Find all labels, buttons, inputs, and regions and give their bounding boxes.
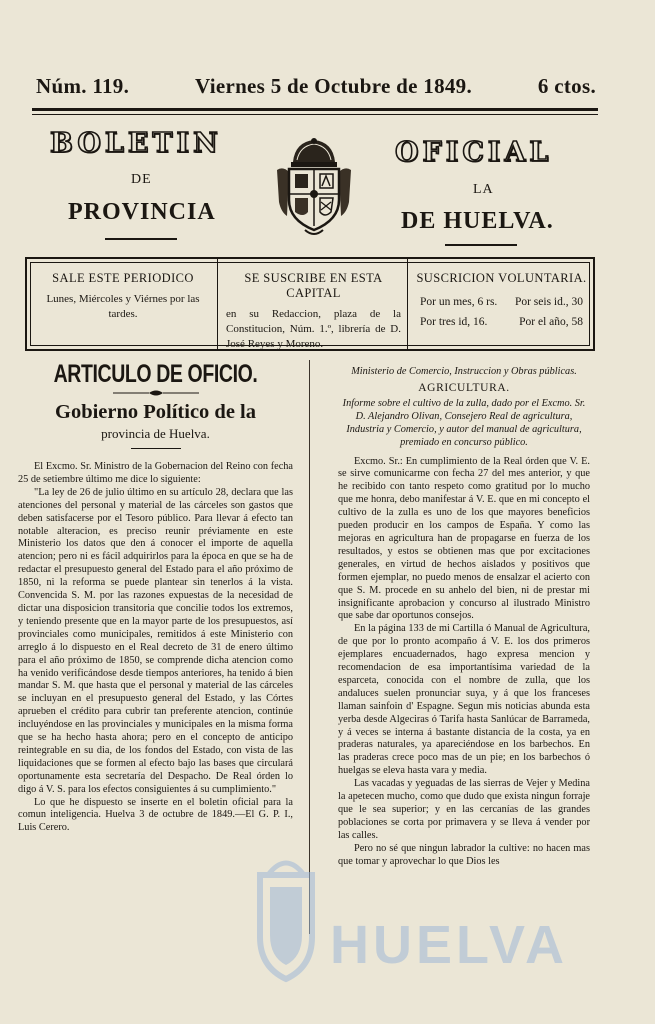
issue-price: 6 ctos. <box>537 74 596 98</box>
coat-of-arms-icon <box>273 136 355 240</box>
article-paragraph: "La ley de 26 de julio último en su artículo 28, declara que las atenciones del personal y material de las cárceles son gastos que deben satisfacerse por el Tesoro público. Para llevar á efecto tan notable alteracion, es preciso reunir préviamente en este Ministerio los datos que den á conocer el importe de aquella atencion; pero ni es fácil adquirirlos para la época en que se ha de redactar el presupuesto general del Estado para el año próximo de 1850, ni la reforma se puede plantear sin tenerlos á la vista. Convencida S. M. por las razones expuestas de la necesidad de dictar una disposicion transitoria que concilie todos los extremos, y teniendo presente que en la mayor parte de los presupuestos, así provinciales como municipales, remitidos á este Ministerio con arreglo á lo dispuesto en el Real decreto de 31 de enero último para el año próximo de 1850, se comprende dicha atencion como ha venido verificándose desde tiempos anteriores, ha tenido á bien mandar S. M. que hasta que el personal y material de las cárceles se incluyan en el presupuesto general del Estado, y las Córtes aprueben el crédito para cubrir tan preferente atencion, continúe incluyéndose en las provinciales y municipales en la misma forma que se ha hecho hasta ahora; pero en el concepto de anticipo reintegrable en su dia, de los fondos del Estado, con vista de las liquidaciones que se formen al efecto bajo las bases que circulará oportunamente esta secretaría del Despacho. De Real órden lo digo á V. S. para los efectos consiguientes á su cumplimiento." <box>18 486 293 795</box>
masthead-big-right: DE HUELVA. <box>401 208 554 234</box>
report-paragraph: En la página 133 de mi Cartilla ó Manual de Agricultura, de que por lo pronto acompaño á V. E. los dos primeros ejemplares encuadernados, hago expresa mencion y recomendacion de esa importantísima variedad de la esparceta, conocida con el nombre de zulla, que los andaluces suelen pronunciar suya, y á que los franceses llaman sainfoin d' Espagne. Segun mis noticias abunda esta yerba desde Algeciras ó Tarifa hasta Sanlúcar de Barrameda, y á veces se interna á bastante distancia de la costa, ya en praderas naturales, ya apareciéndose en los barbechos. En las praderas crece poco mas de un pie; en los barbechos ó huelgas se eleva hasta vara y media. <box>338 623 590 777</box>
subscribe-location-column <box>217 259 407 349</box>
article-title: ARTICULO DE OFICIO. <box>53 360 258 388</box>
left-column <box>18 360 293 835</box>
masthead-big-left: PROVINCIA <box>68 199 216 225</box>
price-row <box>416 292 587 312</box>
header-rule-thin <box>32 114 598 115</box>
right-column <box>338 366 590 869</box>
masthead-underline-right <box>445 244 517 246</box>
masthead-small-left: DE <box>131 172 152 187</box>
flourish-divider-icon <box>111 389 201 397</box>
publication-days-column <box>27 259 217 349</box>
masthead-underline-left <box>105 238 177 240</box>
archive-watermark <box>250 845 580 995</box>
government-heading: Gobierno Político de la <box>55 401 256 423</box>
section-heading: AGRICULTURA. <box>418 381 510 394</box>
publication-days-text: Lunes, Miércoles y Viérnes por las tardes. <box>46 293 200 320</box>
report-paragraph: Excmo. Sr.: En cumplimiento de la Real órden que V. E. se sirve comunicarme con fecha 27 del mes anterior, y que he recibido con tanto respeto como gratitud por lo mucho que me honra, debo manifestar á V. E. que en mi concepto el cultivo de la zulla es uno de los que mayores beneficios pueden producir en los campos de España. Y como las mejoras en agricultura han de propagarse en fuerza de los resultados, y estos se obtienen mas que por excitaciones generales, en virtud de hechos aislados y positivos que formen ejemplar, no puedo menos de ensalzar el acierto con que S. M. procede en su anhelo del bien, ni de prestar mi insignificante aprobacion y concurso al ilustrado Ministro que sabe dar oportunos consejos. <box>338 455 590 622</box>
header-rule-thick <box>32 108 598 111</box>
masthead-small-right: LA <box>473 182 494 197</box>
article-paragraph: El Excmo. Sr. Ministro de la Gobernacion del Reino con fecha 25 de setiembre último me dice lo siguiente: <box>18 461 293 485</box>
heading-rule <box>131 448 181 449</box>
subscription-info-box <box>25 257 595 351</box>
ministry-heading: Ministerio de Comercio, Instruccion y Obras públicas. <box>351 366 577 377</box>
price-cell: Por seis id., 30 <box>514 296 583 308</box>
price-row <box>416 312 587 332</box>
subscription-prices-title: SUSCRICION VOLUNTARIA. <box>416 271 587 285</box>
subscribe-location-title: SE SUSCRIBE EN ESTA CAPITAL <box>244 271 383 300</box>
subscribe-location-text: en su Redaccion, plaza de la Constitucion, Núm. 1.º, librería de D. José Reyes y Moreno. <box>226 308 401 350</box>
subscription-prices-column <box>407 259 593 349</box>
publication-days-title: SALE ESTE PERIODICO <box>52 271 194 285</box>
article-paragraph: Lo que he dispuesto se inserte en el boletin oficial para la comun inteligencia. Huelva 3 de octubre de 1849.—El G. P. I., Luis Cerero. <box>18 796 293 834</box>
government-subheading: provincia de Huelva. <box>101 426 210 441</box>
price-cell: Por el año, 58 <box>519 316 583 328</box>
issue-header <box>36 74 596 99</box>
price-cell: Por tres id, 16. <box>420 316 488 328</box>
report-paragraph: Pero no sé que ningun labrador la cultive: no hacen mas que tomar y aprovechar lo que Dios les <box>338 842 590 867</box>
price-cell: Por un mes, 6 rs. <box>420 296 498 308</box>
watermark-text: HUELVA <box>330 915 568 975</box>
issue-date: Viernes 5 de Octubre de 1849. <box>195 74 473 98</box>
report-paragraph: Las vacadas y yeguadas de las sierras de Vejer y Medina la apetecen mucho, como que dudo que exista ningun forraje que le sea superior; y en las cercanías de las grandes poblaciones se corta por primavera y se lleva á vender por las calles. <box>338 778 590 841</box>
issue-number: Núm. 119. <box>36 74 130 98</box>
report-title: Informe sobre el cultivo de la zulla, dado por el Excmo. Sr. D. Alejandro Olivan, Consejero Real de agricultura, Industria y Comercio, y autor del manual de agricultura, premiado en concurso público. <box>342 397 586 448</box>
masthead-word-left: BOLETIN <box>50 128 222 159</box>
masthead-word-right: OFICIAL <box>395 137 553 168</box>
